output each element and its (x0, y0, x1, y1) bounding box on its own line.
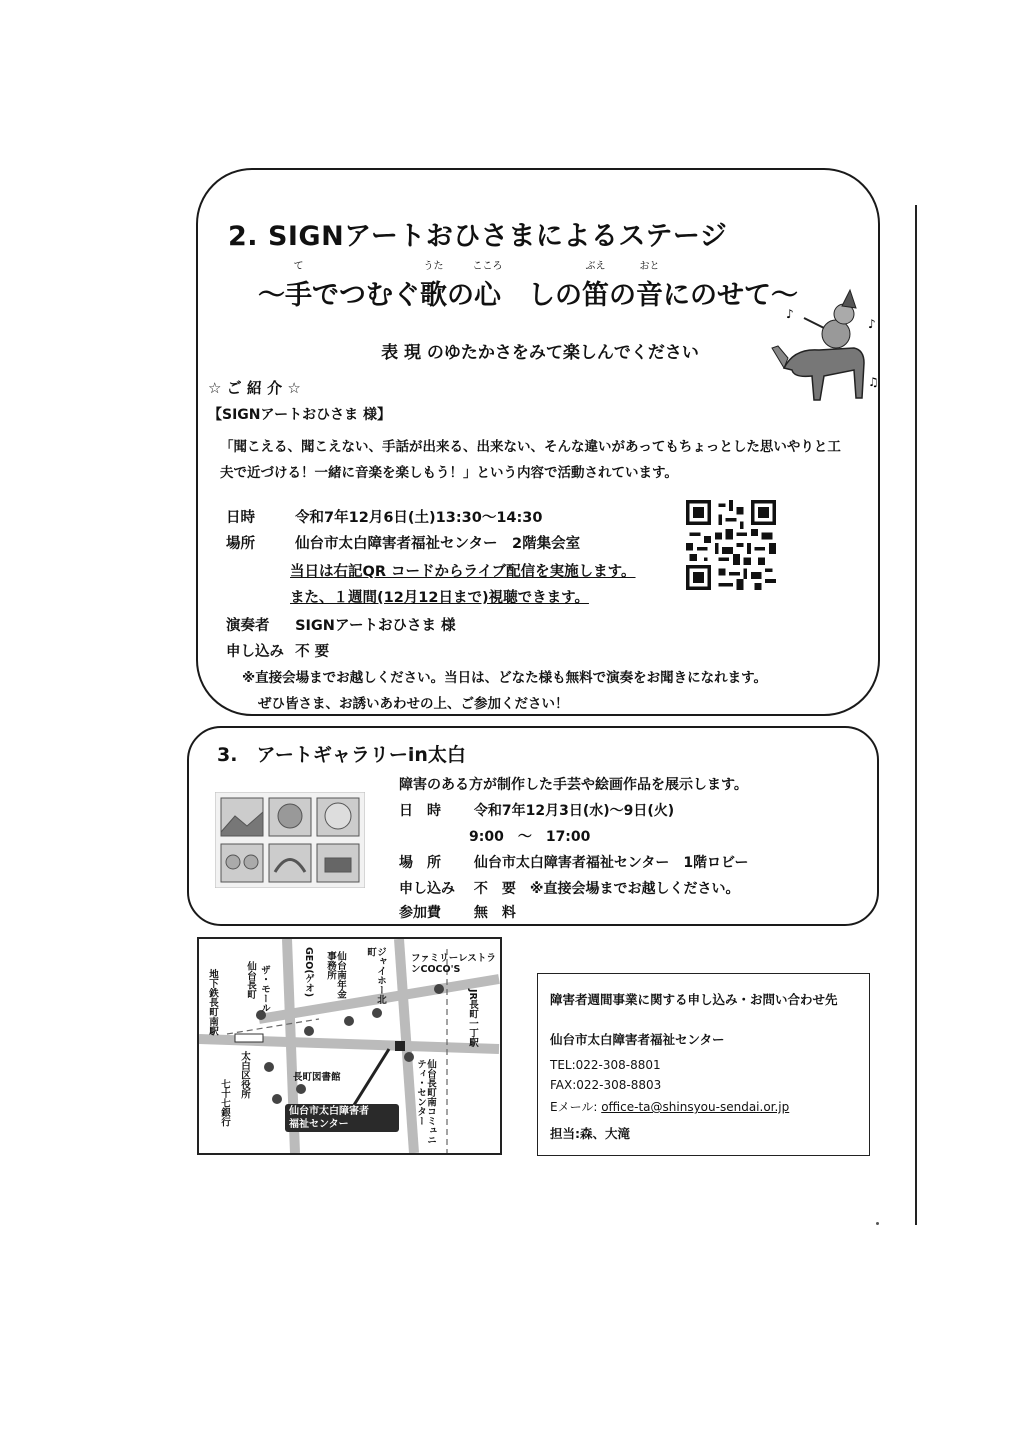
subtitle-ruby: ぶえ (585, 261, 606, 272)
apply-value: 不 要 (295, 644, 330, 660)
subtitle-text: の (447, 280, 474, 311)
stage-place-row (226, 532, 580, 553)
subtitle-part (501, 273, 582, 312)
intro-label: ☆ ご 紹 介 ☆ (208, 379, 301, 397)
art-gallery-section (187, 726, 879, 926)
gallery-apply-row (399, 878, 739, 898)
map-label-nagamachi: 仙台長町 (245, 961, 256, 999)
map-label-mall: ザ・モール (259, 965, 270, 1013)
musician-animals-illustration (764, 288, 882, 428)
subtitle-part (420, 261, 447, 312)
venue-note: ※直接会場までお越しください。当日は、どなた様も無料で演奏をお聞きになれます。 (242, 670, 768, 686)
gallery-fee-value: 無 料 (473, 905, 516, 921)
date-value: 令和7年12月6日(土)13:30～14:30 (295, 510, 543, 526)
map-center-line1: 仙台市太白障害者 (289, 1106, 369, 1117)
gallery-heading: 3. アートギャラリーin太白 (217, 744, 466, 766)
map-center-label (285, 1104, 399, 1132)
gallery-place-row (399, 852, 749, 872)
contact-box (537, 973, 870, 1156)
gallery-intro: 障害のある方が制作した手芸や絵画作品を展示します。 (399, 777, 748, 793)
map-label-geo: GEO(ゲオ) (303, 947, 314, 998)
subtitle-text: 手 (285, 280, 312, 311)
performer-label: 演奏者 (226, 618, 270, 634)
gallery-apply-label: 申し込み (399, 881, 455, 897)
place-label: 場所 (226, 536, 255, 552)
performer-row (226, 614, 456, 635)
scan-speck (876, 1222, 879, 1225)
contact-email-label: Eメール: (550, 1100, 598, 1114)
live-stream-qr-code[interactable] (685, 500, 777, 590)
map-label-jr: JR長町一丁駅 (467, 989, 478, 1048)
gallery-fee-row (399, 902, 516, 922)
gallery-date-row (399, 800, 674, 820)
contact-staff: 担当:森、大滝 (550, 1126, 630, 1141)
contact-fax: FAX:022-308-8803 (550, 1078, 662, 1092)
performer-description: 「聞こえる、聞こえない、手話が出来る、出来ない、そんな違いがあってもちょっとした思いやりと工夫で近づける！一緒に音楽を楽しもう！」という内容で活動されています。 (220, 439, 841, 481)
svg-text:♫: ♫ (868, 375, 879, 389)
subtitle-text: 笛 (582, 280, 609, 311)
gallery-date-value: 令和7年12月3日(水)～9日(火) (473, 803, 675, 819)
map-label-family: ファミリーレストランCOCO'S (411, 953, 496, 975)
subtitle-part (472, 261, 503, 312)
subtitle-part (447, 273, 474, 312)
page-edge-line (915, 205, 917, 1225)
gallery-place-value: 仙台市太白障害者福祉センター 1階ロビー (473, 855, 749, 871)
map-label-bank: 七十七銀行 (219, 1079, 230, 1127)
stage-section (196, 168, 880, 716)
subtitle-part (582, 261, 609, 312)
subtitle-part (609, 273, 636, 312)
gallery-place-label: 場 所 (399, 855, 441, 871)
subtitle-ruby: おと (639, 261, 660, 272)
performer-heading: 【SIGNアートおひさま 様】 (208, 407, 391, 423)
access-map (197, 937, 502, 1155)
subtitle-ruby: て (293, 261, 304, 272)
subtitle-ruby: こころ (472, 261, 503, 272)
invitation-note: ぜひ皆さま、お誘いあわせの上、ご参加ください！ (258, 696, 569, 712)
subtitle-text: 心 (474, 280, 501, 311)
map-label-community: 仙台長町南コミュニティ・センター (415, 1059, 436, 1145)
stream-period: また、１週間(12月12日まで)視聴できます。 (290, 590, 589, 606)
subtitle-text: の (609, 280, 636, 311)
subtitle-text: でつむぐ (312, 280, 420, 311)
contact-email-link[interactable]: office-ta@shinsyou-sendai.or.jp (601, 1100, 790, 1114)
stream-notice: 当日は右記QR コードからライブ配信を実施します。 (290, 564, 636, 580)
stage-date-row (226, 506, 542, 527)
gallery-time-value: 9:00 ～ 17:00 (469, 829, 591, 845)
stage-subtitle (228, 261, 828, 312)
subtitle-text: にのせて～ (663, 280, 798, 311)
map-label-subway: 地下鉄長町南駅 (207, 969, 218, 1036)
svg-text:♪: ♪ (786, 307, 794, 321)
performer-value: SIGNアートおひさま 様 (295, 618, 456, 634)
map-label-tenjin: ジャイホー北町 (365, 947, 386, 1004)
subtitle-part (312, 273, 420, 312)
stage-tagline: 表 現 のゆたかさをみて楽しんでください (381, 343, 699, 363)
contact-heading: 障害者週間事業に関する申し込み・お問い合わせ先 (550, 992, 838, 1007)
subtitle-part (258, 273, 285, 312)
subtitle-text: 音 (636, 280, 663, 311)
contact-tel: TEL:022-308-8801 (550, 1058, 661, 1072)
map-label-nenkin: 仙台南年金事務所 (325, 951, 346, 999)
subtitle-text: ～ (258, 280, 285, 311)
contact-org: 仙台市太白障害者福祉センター (550, 1032, 725, 1047)
map-label-library: 長町図書館 (293, 1072, 341, 1083)
apply-row (226, 640, 329, 661)
apply-label: 申し込み (226, 644, 284, 660)
svg-text:♪: ♪ (868, 317, 876, 331)
map-label-ward: 太白区役所 (239, 1051, 250, 1099)
subtitle-part (285, 261, 312, 312)
gallery-artworks-image (215, 792, 365, 888)
place-value: 仙台市太白障害者福祉センター 2階集会室 (295, 536, 581, 552)
gallery-apply-value: 不 要 ※直接会場までお越しください。 (473, 881, 740, 897)
subtitle-ruby: うた (423, 261, 444, 272)
contact-email-row (550, 1098, 789, 1115)
subtitle-text: 歌 (420, 280, 447, 311)
date-label: 日時 (226, 510, 255, 526)
gallery-fee-label: 参加費 (399, 905, 441, 921)
map-center-line2: 福祉センター (289, 1119, 349, 1130)
stage-heading: 2. SIGNアートおひさまによるステージ (228, 221, 728, 252)
gallery-date-label: 日 時 (399, 803, 441, 819)
subtitle-part (636, 261, 663, 312)
subtitle-text: しの (501, 280, 582, 311)
